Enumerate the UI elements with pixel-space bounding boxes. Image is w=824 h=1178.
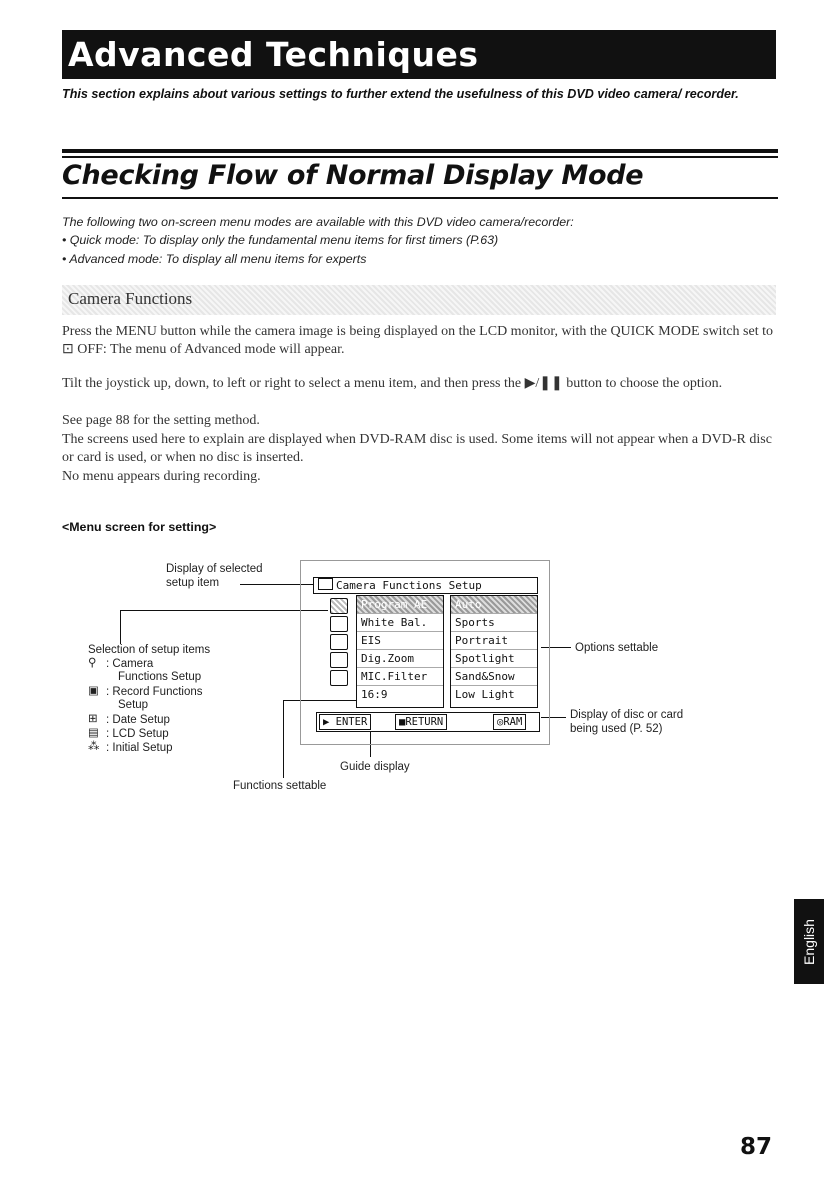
bullet-advanced-mode: • Advanced mode: To display all menu items for experts [62,252,367,266]
setup-icon-column [328,595,352,690]
divider [62,197,778,199]
record-icon[interactable] [330,616,348,632]
play-icon: ▶ [323,716,330,728]
menu-icon: ■ [399,716,406,728]
selection-item: : Initial Setup [106,742,173,754]
initial-setup-icon[interactable] [330,670,348,686]
paragraph: The screens used here to explain are displayed when DVD-RAM disc is used. Some items will not appear when a DVD-R disc or card is used, or when no disc is inserted. [62,432,772,465]
callout-disc-display: Display of disc or card [570,709,684,721]
function-item[interactable]: EIS [357,632,443,650]
initial-setup-icon: ⁂ [88,741,100,753]
return-label: RETURN [405,716,444,728]
callout-options-settable: Options settable [575,642,659,654]
return-button[interactable] [395,714,447,730]
option-item[interactable]: Portrait [451,632,537,650]
function-item[interactable]: MIC.Filter [357,668,443,686]
function-item[interactable]: Dig.Zoom [357,650,443,668]
function-item[interactable]: 16:9 [361,688,388,701]
camera-icon [318,578,333,590]
callout-guide-display: Guide display [340,761,410,773]
leader-line [120,610,121,644]
intro-text: This section explains about various settings to further extend the usefulness of this DVD video camera/ recorder. [62,87,739,101]
subsection-title: Camera Functions [68,289,193,308]
option-list [450,595,538,708]
selection-item: : LCD Setup [106,728,169,740]
camera-icon: ⚲ [88,657,97,669]
option-item[interactable]: Spotlight [451,650,537,668]
menu-title-bar [313,577,538,594]
paragraph: Press the MENU button while the camera image is being displayed on the LCD monitor, with the QUICK MODE switch set to ⊡ OFF: The menu of Advanced mode will appear. [62,324,773,357]
subsection-bar [62,285,776,315]
page-banner: Advanced Techniques [62,30,776,79]
option-item[interactable]: Sports [451,614,537,632]
menu-heading: <Menu screen for setting> [62,520,217,534]
page-number: 87 [740,1134,773,1160]
enter-label: ENTER [335,716,368,728]
divider [62,156,778,158]
function-list [356,595,444,708]
selection-item: : Camera [106,658,154,670]
media-label: RAM [503,716,523,728]
function-item[interactable]: Program AE [357,596,443,614]
paragraph: Tilt the joystick up, down, to left or right to select a menu item, and then press the ▶/❚❚ button to choose the option. [62,376,723,391]
option-item[interactable]: Low Light [455,688,515,701]
record-icon: ▣ [88,685,99,697]
modes-intro: The following two on-screen menu modes are available with this DVD video camera/recorder: [62,215,574,229]
function-item[interactable]: White Bal. [357,614,443,632]
guide-bar [316,712,540,732]
language-label: English [801,919,817,965]
option-item[interactable]: Sand&Snow [451,668,537,686]
bullet-quick-mode: • Quick mode: To display only the fundamental menu items for first timers (P.63) [62,233,499,247]
callout-functions-settable: Functions settable [233,780,327,792]
leader-line [283,700,284,778]
selection-item: : Date Setup [106,714,170,726]
selection-item: : Record Functions [106,686,203,698]
language-tab [794,899,824,984]
lcd-icon: ▤ [88,727,99,739]
section-heading: Checking Flow of Normal Display Mode [62,160,644,191]
callout-disc-display: being used (P. 52) [570,723,663,735]
enter-button[interactable] [319,714,371,730]
callout-setup-item: setup item [166,577,220,589]
callout-display-selected: Display of selected [166,563,263,575]
camera-icon[interactable] [330,598,348,614]
divider [62,149,778,153]
media-indicator [493,714,526,730]
paragraph: See page 88 for the setting method. [62,413,260,428]
selection-item: Setup [118,699,149,711]
paragraph: No menu appears during recording. [62,469,261,484]
disc-icon: ◎ [497,716,504,728]
menu-title: Camera Functions Setup [336,579,482,592]
leader-line [120,610,328,611]
date-icon: ⊞ [88,713,98,725]
date-icon[interactable] [330,634,348,650]
callout-selection-title: Selection of setup items [88,644,211,656]
lcd-icon[interactable] [330,652,348,668]
selection-item: Functions Setup [118,671,202,683]
option-item[interactable]: Auto [451,596,537,614]
